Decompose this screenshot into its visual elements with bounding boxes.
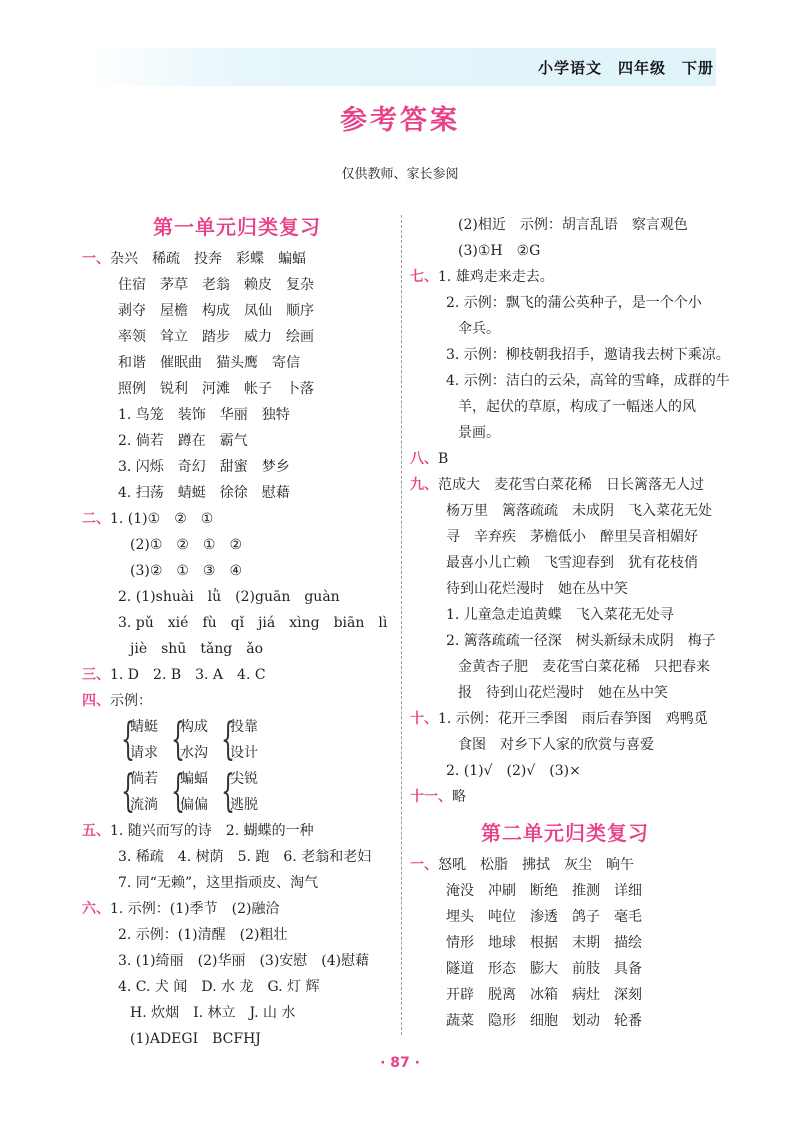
answer-text: 怒吼 松脂 拂拭 灰尘 晌午	[438, 857, 634, 873]
brace-word: 设计	[230, 745, 258, 761]
answer-text: 情形 地球 根据 末期 描绘	[446, 935, 642, 951]
answer-line	[410, 290, 720, 316]
answer-text: 1. 雄鸡走来走去。	[438, 269, 554, 285]
answer-line	[82, 402, 392, 428]
answer-line	[82, 558, 392, 584]
answer-line	[410, 680, 720, 706]
answer-text: (2)相近 示例：胡言乱语 察言观色	[458, 217, 688, 233]
question-number: 五、	[82, 823, 110, 839]
answer-line	[82, 298, 392, 324]
answer-line	[82, 480, 392, 506]
answer-line	[410, 602, 720, 628]
answer-line	[410, 498, 720, 524]
answer-text: 寻 辛弃疾 茅檐低小 醉里吴音相媚好	[446, 529, 698, 545]
answer-text: 待到山花烂漫时 她在丛中笑	[446, 581, 628, 597]
brace-word: 构成	[180, 719, 208, 735]
answer-text: 7. 同“无赖”，这里指顽皮、淘气	[118, 875, 319, 891]
brace-pair	[218, 766, 258, 818]
answer-text: 2. 示例：飘飞的蒲公英种子，是一个个小	[446, 295, 702, 311]
answer-line	[410, 628, 720, 654]
answer-line	[82, 688, 392, 714]
answer-text: 3. (1)绮丽 (2)华丽 (3)安慰 (4)慰藉	[118, 953, 370, 969]
header-text: 小学语文 四年级 下册	[537, 59, 714, 77]
answer-line	[82, 324, 392, 350]
column-divider	[401, 215, 402, 1035]
answer-text: 1. 随兴而写的诗 2. 蝴蝶的一种	[110, 823, 314, 839]
answer-text: 照例 锐利 河滩 帐子 卜落	[118, 381, 314, 397]
question-number: 一、	[410, 857, 438, 873]
answer-text: 淹没 冲刷 断绝 推测 详细	[446, 883, 642, 899]
answer-line	[82, 662, 392, 688]
answer-line	[82, 1000, 392, 1026]
answer-line	[410, 654, 720, 680]
brace-pair	[118, 766, 158, 818]
answer-line	[82, 246, 392, 272]
answer-text: 1. 儿童急走追黄蝶 飞入菜花无处寻	[446, 607, 674, 623]
subtitle: 仅供教师、家长参阅	[341, 167, 459, 182]
answer-line	[410, 368, 730, 394]
answer-line	[410, 394, 720, 420]
brace-word: 蜻蜓	[130, 719, 158, 735]
answer-text: 杂兴 稀疏 投奔 彩蝶 蝙蝠	[110, 251, 306, 267]
answer-text: 3. pǔ xié fù qǐ jiá xìng biān lì	[118, 615, 388, 631]
question-number: 六、	[82, 901, 110, 917]
answer-line	[82, 636, 392, 662]
answer-line	[410, 420, 720, 446]
brace-word: 投靠	[230, 719, 258, 735]
question-number: 九、	[410, 477, 438, 493]
answer-line	[410, 550, 720, 576]
section-title: 第一单元归类复习	[153, 215, 321, 239]
question-number: 七、	[410, 269, 438, 285]
answer-line	[410, 956, 720, 982]
curly-brace-icon: {	[121, 714, 135, 765]
answer-line	[82, 376, 392, 402]
answer-line	[82, 974, 392, 1000]
answer-line	[82, 818, 392, 844]
page-number: · 87 ·	[380, 1055, 420, 1071]
brace-word: 蝙蝠	[180, 771, 208, 787]
brace-word: 请求	[130, 745, 158, 761]
answer-line	[82, 896, 392, 922]
answer-line	[410, 706, 720, 732]
curly-brace-icon: {	[171, 714, 185, 765]
answer-text: jiè shū tǎng ǎo	[130, 641, 264, 657]
answer-text: 伞兵。	[458, 321, 500, 337]
answer-text: 4. C. 犬 闻 D. 水 龙 G. 灯 辉	[118, 979, 320, 995]
question-number: 十一、	[410, 789, 452, 805]
answer-line	[410, 852, 720, 878]
answer-text: 和谐 催眠曲 猫头鹰 寄信	[118, 355, 300, 371]
answer-line	[410, 1008, 720, 1034]
answer-line	[82, 506, 392, 532]
answer-text: 1. (1)① ② ①	[110, 511, 214, 527]
question-number: 三、	[82, 667, 110, 683]
brace-group	[118, 714, 392, 766]
answer-text: 报 待到山花烂漫时 她在丛中笑	[458, 685, 668, 701]
question-number: 四、	[82, 693, 110, 709]
brace-pair	[218, 714, 258, 766]
answer-line	[410, 878, 720, 904]
answer-text: 3. 示例：柳枝朝我招手，邀请我去树下乘凉。	[446, 347, 730, 363]
answer-text: 1. D 2. B 3. A 4. C	[110, 667, 266, 683]
answer-text: 示例：	[110, 693, 152, 709]
answer-line	[410, 446, 720, 472]
answer-text: 2. (1)shuài lǜ (2)guān guàn	[118, 589, 340, 605]
answer-line	[410, 212, 720, 238]
answer-line	[410, 732, 720, 758]
right-column	[410, 212, 730, 1034]
answer-text: 3. 稀疏 4. 树荫 5. 跑 6. 老翁和老妇	[118, 849, 372, 865]
answer-text: 2. 篱落疏疏一径深 树头新绿未成阴 梅子	[446, 633, 716, 649]
answer-text: 3. 闪烁 奇幻 甜蜜 梦乡	[118, 459, 290, 475]
answer-text: 剥夺 屋檐 构成 凤仙 顺序	[118, 303, 314, 319]
answer-text: 率领 耸立 踏步 威力 绘画	[118, 329, 314, 345]
brace-pair	[118, 714, 158, 766]
answer-text: (3)② ① ③ ④	[130, 563, 243, 579]
answer-text: 2. 示例：(1)清醒 (2)粗壮	[118, 927, 288, 943]
answer-text: 2. (1)√ (2)√ (3)×	[446, 763, 581, 779]
answer-line	[410, 524, 720, 550]
question-number: 八、	[410, 451, 438, 467]
answer-line	[410, 784, 720, 810]
answer-line	[82, 870, 392, 896]
answer-line	[82, 428, 392, 454]
answer-line	[82, 532, 392, 558]
answer-line	[82, 610, 392, 636]
answer-line	[410, 758, 720, 784]
answer-text: 4. 扫荡 蜻蜓 徐徐 慰藉	[118, 485, 290, 501]
answer-text: 住宿 茅草 老翁 赖皮 复杂	[118, 277, 314, 293]
answer-line	[410, 238, 720, 264]
answer-text: 杨万里 篱落疏疏 未成阴 飞入菜花无处	[446, 503, 712, 519]
curly-brace-icon: {	[221, 714, 235, 765]
question-number: 二、	[82, 511, 110, 527]
answer-text: 埋头 吨位 渗透 鸽子 毫毛	[446, 909, 642, 925]
answer-text: B	[438, 451, 449, 467]
answer-line	[82, 844, 392, 870]
answer-text: 最喜小儿亡赖 飞雪迎春到 犹有花枝俏	[446, 555, 698, 571]
brace-word: 倘若	[130, 771, 158, 787]
answer-line	[410, 264, 720, 290]
answer-text: 范成大 麦花雪白菜花稀 日长篱落无人过	[438, 477, 704, 493]
answer-line	[82, 350, 392, 376]
answer-line	[82, 1026, 392, 1052]
answer-text: (2)① ② ① ②	[130, 537, 243, 553]
answer-text: 略	[452, 789, 466, 805]
answer-text: 2. 倘若 蹲在 霸气	[118, 433, 248, 449]
answer-line	[410, 316, 720, 342]
answer-text: 羊，起伏的草原，构成了一幅迷人的风	[458, 399, 696, 415]
brace-pair	[168, 766, 208, 818]
answer-text: 开辟 脱离 冰箱 病灶 深刻	[446, 987, 642, 1003]
answer-line	[82, 454, 392, 480]
brace-groups	[82, 714, 392, 818]
question-number: 十、	[410, 711, 438, 727]
answer-list	[82, 246, 392, 714]
answer-text: 蔬菜 隐形 细胞 划动 轮番	[446, 1013, 642, 1029]
question-number: 一、	[82, 251, 110, 267]
answer-text: (3)①H ②G	[458, 243, 541, 259]
answer-text: 食图 对乡下人家的欣赏与喜爱	[458, 737, 654, 753]
answer-text: 隧道 形态 膨大 前肢 具备	[446, 961, 642, 977]
section-title: 第二单元归类复习	[481, 821, 649, 845]
answer-line	[82, 272, 392, 298]
answer-text: 1. 鸟笼 装饰 华丽 独特	[118, 407, 290, 423]
answer-line	[410, 982, 720, 1008]
curly-brace-icon: {	[171, 766, 185, 817]
curly-brace-icon: {	[121, 766, 135, 817]
brace-word: 流淌	[130, 797, 158, 813]
brace-group	[118, 766, 392, 818]
answer-text: 1. 示例：花开三季图 雨后春笋图 鸡鸭觅	[438, 711, 708, 727]
answer-line	[410, 904, 720, 930]
answer-line	[82, 584, 392, 610]
answer-list	[410, 852, 720, 1034]
brace-word: 偏偏	[180, 797, 208, 813]
answer-text: H. 炊烟 I. 林立 J. 山 水	[130, 1005, 296, 1021]
brace-pair	[168, 714, 208, 766]
answer-list	[82, 818, 392, 1052]
curly-brace-icon: {	[221, 766, 235, 817]
answer-line	[410, 472, 720, 498]
brace-word: 水沟	[180, 745, 208, 761]
answer-line	[410, 342, 730, 368]
left-column	[82, 212, 392, 1052]
answer-line	[410, 576, 720, 602]
answer-line	[82, 948, 392, 974]
brace-word: 尖锐	[230, 771, 258, 787]
answer-list	[410, 212, 730, 810]
answer-text: 景画。	[458, 425, 500, 441]
page-title: 参考答案	[340, 105, 460, 136]
answer-line	[82, 922, 392, 948]
answer-text: 1. 示例：(1)季节 (2)融洽	[110, 901, 280, 917]
answer-text: 金黄杏子肥 麦花雪白菜花稀 只把春来	[458, 659, 710, 675]
brace-word: 逃脱	[230, 797, 258, 813]
answer-text: (1)ADEGI BCFHJ	[130, 1031, 261, 1047]
answer-text: 4. 示例：洁白的云朵，高耸的雪峰，成群的牛	[446, 373, 730, 389]
answer-line	[410, 930, 720, 956]
